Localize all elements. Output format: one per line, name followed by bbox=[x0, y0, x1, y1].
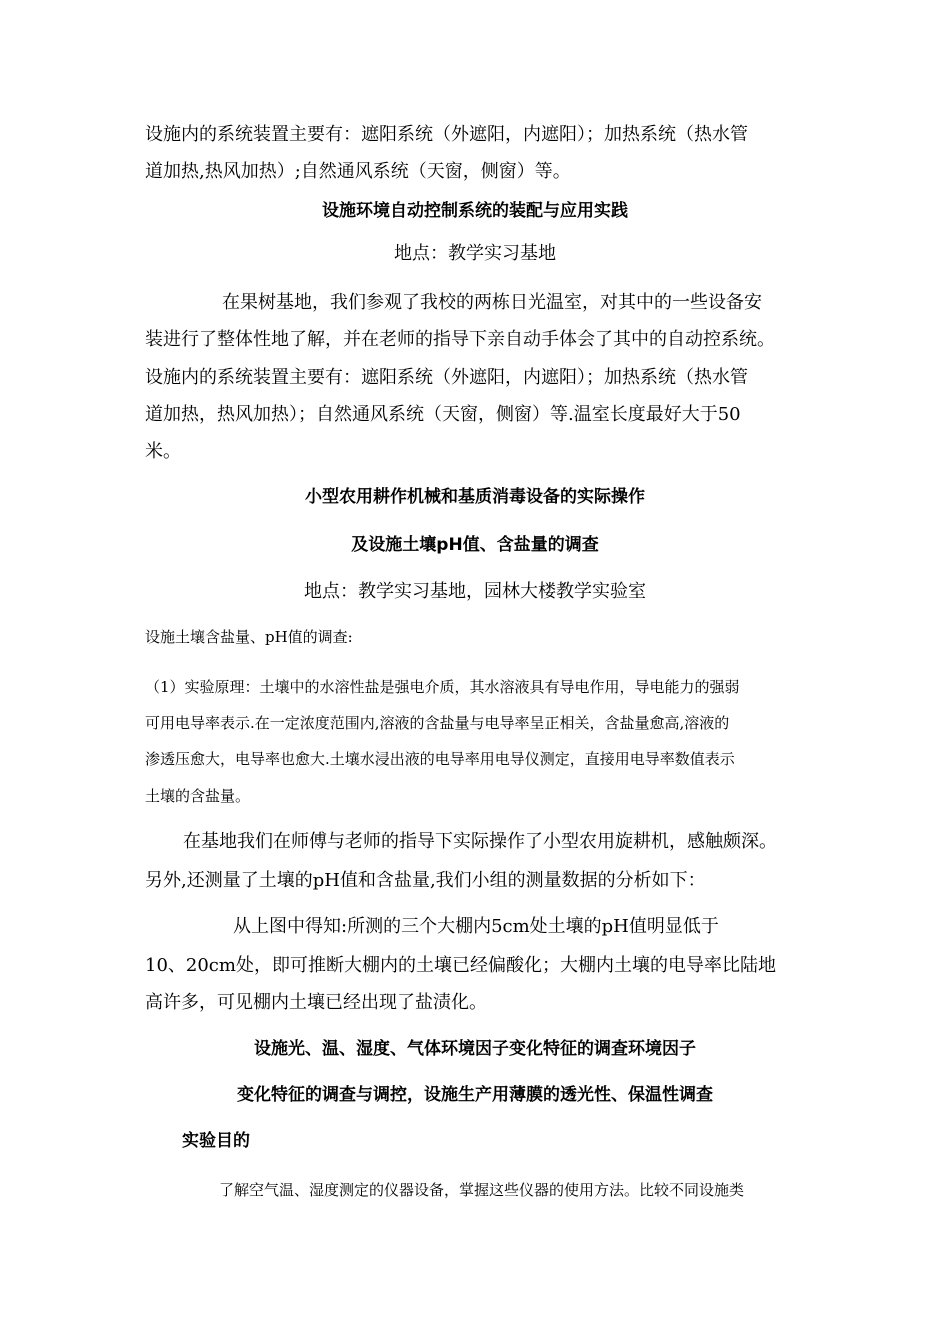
section-2-para-1-line-1: 在基地我们在师傅与老师的指导下实际操作了小型农用旋耕机，感触颇深。 bbox=[183, 831, 777, 852]
section-2-location: 地点：教学实习基地，园林大楼教学实验室 bbox=[304, 581, 646, 602]
section-1-para-line-5: 米。 bbox=[145, 441, 181, 462]
section-3-para: 了解空气温、湿度测定的仪器设备，掌握这些仪器的使用方法。比较不同设施类 bbox=[219, 1181, 745, 1199]
principle-line-1: （1）实验原理：土壤中的水溶性盐是强电介质，其水溶液具有导电作用，导电能力的强弱 bbox=[145, 678, 740, 696]
principle-line-2: 可用电导率表示.在一定浓度范围内,溶液的含盐量与电导率呈正相关，含盐量愈高,溶液的 bbox=[145, 714, 730, 732]
p1-line-2: 道加热,热风加热）;自然通风系统（天窗，侧窗）等。 bbox=[145, 161, 571, 182]
section-2-title-line-1: 小型农用耕作机械和基质消毒设备的实际操作 bbox=[305, 487, 645, 507]
section-1-para-line-4: 道加热，热风加热）；自然通风系统（天窗，侧窗）等.温室长度最好大于50 bbox=[145, 404, 741, 425]
section-2-title-line-2: 及设施土壤pH值、含盐量的调查 bbox=[351, 535, 599, 555]
section-3-title-line-2: 变化特征的调查与调控，设施生产用薄膜的透光性、保温性调查 bbox=[237, 1085, 713, 1105]
section-1-para-line-2: 装进行了整体性地了解，并在老师的指导下亲自动手体会了其中的自动控系统。 bbox=[145, 329, 775, 350]
principle-line-4: 土壤的含盐量。 bbox=[145, 787, 251, 805]
section-1-title: 设施环境自动控制系统的装配与应用实践 bbox=[322, 201, 628, 221]
section-2-para-2-line-2: 10、20cm处，即可推断大棚内的土壤已经偏酸化；大棚内土壤的电导率比陆地 bbox=[145, 955, 776, 976]
section-3-title-line-1: 设施光、温、湿度、气体环境因子变化特征的调查环境因子 bbox=[254, 1039, 696, 1059]
section-1-para-line-1: 在果树基地，我们参观了我校的两栋日光温室，对其中的一些设备安 bbox=[222, 292, 762, 313]
principle-line-3: 渗透压愈大，电导率也愈大.土壤水浸出液的电导率用电导仪测定，直接用电导率数值表示 bbox=[145, 750, 735, 768]
section-2-subhead: 设施土壤含盐量、pH值的调查: bbox=[145, 628, 353, 646]
p1-line-1: 设施内的系统装置主要有：遮阳系统（外遮阳，内遮阳）；加热系统（热水管 bbox=[145, 124, 748, 145]
section-2-para-1-line-2: 另外,还测量了土壤的pH值和含盐量,我们小组的测量数据的分析如下： bbox=[145, 870, 706, 891]
section-1-location: 地点：教学实习基地 bbox=[394, 243, 556, 264]
section-2-para-2-line-1: 从上图中得知:所测的三个大棚内5cm处土壤的pH值明显低于 bbox=[233, 916, 719, 937]
section-3-subhead: 实验目的 bbox=[182, 1131, 250, 1151]
section-1-para-line-3: 设施内的系统装置主要有：遮阳系统（外遮阳，内遮阳）；加热系统（热水管 bbox=[145, 367, 748, 388]
section-2-para-2-line-3: 高许多，可见棚内土壤已经出现了盐渍化。 bbox=[145, 992, 487, 1013]
